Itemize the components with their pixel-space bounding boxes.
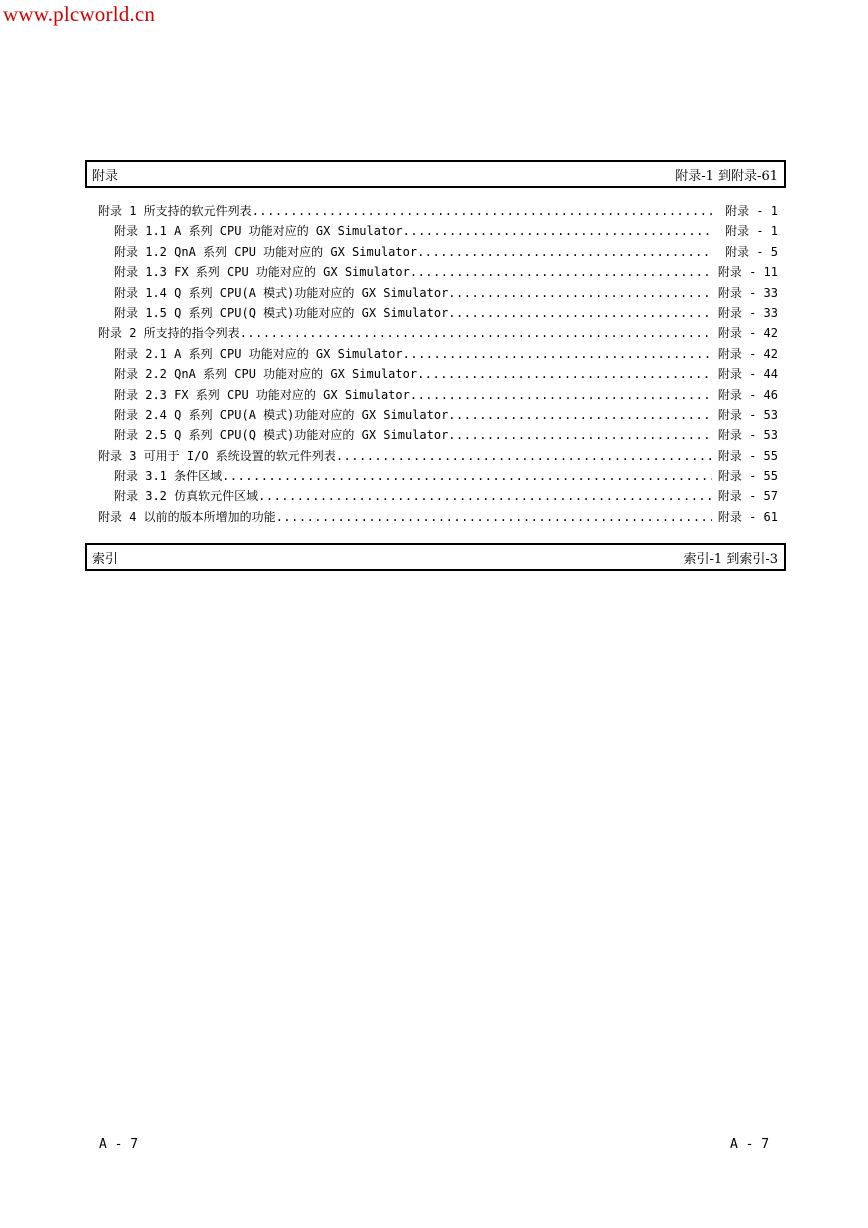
toc-leader-dots xyxy=(222,469,712,483)
appendix-page-range: 附录-1 到附录-61 xyxy=(675,169,778,184)
toc-entry-title: 附录 1.3 FX 系列 CPU 功能对应的 GX Simulator xyxy=(114,265,410,280)
appendix-section-header xyxy=(85,160,786,188)
index-page-range: 索引-1 到索引-3 xyxy=(683,552,778,567)
toc-leader-dots xyxy=(410,388,712,402)
toc-entry[interactable] xyxy=(98,365,778,385)
toc-leader-dots xyxy=(448,286,712,300)
toc-leader-dots xyxy=(403,347,712,361)
toc-entry-page: 附录 - 5 xyxy=(725,244,778,259)
toc-entry[interactable] xyxy=(98,324,778,344)
page-number-right: A - 7 xyxy=(730,1137,770,1152)
index-section-header xyxy=(85,543,786,571)
toc-leader-dots xyxy=(417,367,712,381)
toc-leader-dots xyxy=(448,306,712,320)
toc-entry-page: 附录 - 53 xyxy=(717,428,778,443)
toc-entry-page: 附录 - 1 xyxy=(725,224,778,239)
toc-entry-title: 附录 2 所支持的指令列表 xyxy=(98,326,240,341)
toc-entry[interactable] xyxy=(98,386,778,406)
toc-entry-page: 附录 - 57 xyxy=(717,489,778,504)
toc-entry-page: 附录 - 55 xyxy=(717,469,778,484)
page-number-left: A - 7 xyxy=(99,1137,139,1152)
toc-entry-title: 附录 1.2 QnA 系列 CPU 功能对应的 GX Simulator xyxy=(114,244,418,259)
toc-entry[interactable] xyxy=(98,222,778,242)
toc-entry[interactable] xyxy=(98,284,778,304)
toc-entry-title: 附录 2.1 A 系列 CPU 功能对应的 GX Simulator xyxy=(114,346,403,361)
toc-entry-title: 附录 2.3 FX 系列 CPU 功能对应的 GX Simulator xyxy=(114,387,410,402)
toc-entry[interactable] xyxy=(98,508,778,528)
toc-entry-page: 附录 - 46 xyxy=(717,387,778,402)
toc-entry-page: 附录 - 53 xyxy=(717,407,778,422)
toc-entry-page: 附录 - 1 xyxy=(725,204,778,218)
toc-entry-title: 附录 1.5 Q 系列 CPU(Q 模式)功能对应的 GX Simulator xyxy=(114,305,449,320)
toc-leader-dots xyxy=(276,510,712,524)
toc-leader-dots xyxy=(336,449,712,463)
toc-entry-title: 附录 2.4 Q 系列 CPU(A 模式)功能对应的 GX Simulator xyxy=(114,407,449,422)
toc-leader-dots xyxy=(417,245,712,259)
toc-entry[interactable] xyxy=(98,426,778,446)
index-section-title: 索引 xyxy=(92,552,119,567)
toc-entry-page: 附录 - 33 xyxy=(717,285,778,300)
toc-entry-title: 附录 3.1 条件区域 xyxy=(114,469,223,484)
toc-leader-dots xyxy=(258,489,712,503)
toc-entry-title: 附录 3.2 仿真软元件区域 xyxy=(114,489,259,504)
toc-entry-title: 附录 4 以前的版本所增加的功能 xyxy=(98,509,276,524)
toc-leader-dots xyxy=(403,224,712,238)
toc-entry[interactable] xyxy=(98,467,778,487)
toc-leader-dots xyxy=(252,204,712,218)
toc-entry-title: 附录 3 可用于 I/O 系统设置的软元件列表 xyxy=(98,448,336,463)
toc-entry-title: 附录 1.4 Q 系列 CPU(A 模式)功能对应的 GX Simulator xyxy=(114,285,449,300)
toc-entry-title: 附录 2.5 Q 系列 CPU(Q 模式)功能对应的 GX Simulator xyxy=(114,428,449,443)
toc-entry-title: 附录 1.1 A 系列 CPU 功能对应的 GX Simulator xyxy=(114,224,403,239)
toc-entry-page: 附录 - 44 xyxy=(717,367,778,382)
toc-leader-dots xyxy=(448,408,712,422)
toc-entry-page: 附录 - 11 xyxy=(717,265,778,280)
appendix-section-title: 附录 xyxy=(92,169,119,184)
toc-entry-page: 附录 - 42 xyxy=(717,326,778,341)
toc-entry-title: 附录 2.2 QnA 系列 CPU 功能对应的 GX Simulator xyxy=(114,367,418,382)
toc-entry[interactable] xyxy=(98,243,778,263)
watermark-url[interactable]: www.plcworld.cn xyxy=(3,2,156,26)
toc-entry[interactable] xyxy=(98,406,778,426)
toc-entry-title: 附录 1 所支持的软元件列表 xyxy=(98,204,252,218)
toc-entry[interactable] xyxy=(98,202,778,222)
toc-entry-page: 附录 - 55 xyxy=(717,448,778,463)
toc-entry[interactable] xyxy=(98,345,778,365)
toc-entry-page: 附录 - 42 xyxy=(717,346,778,361)
table-of-contents xyxy=(98,202,778,528)
toc-entry[interactable] xyxy=(98,487,778,507)
toc-entry[interactable] xyxy=(98,304,778,324)
toc-leader-dots xyxy=(240,326,712,340)
toc-leader-dots xyxy=(448,428,712,442)
toc-entry-page: 附录 - 33 xyxy=(717,305,778,320)
toc-entry-page: 附录 - 61 xyxy=(717,509,778,524)
toc-entry[interactable] xyxy=(98,263,778,283)
toc-leader-dots xyxy=(410,265,712,279)
toc-entry[interactable] xyxy=(98,447,778,467)
